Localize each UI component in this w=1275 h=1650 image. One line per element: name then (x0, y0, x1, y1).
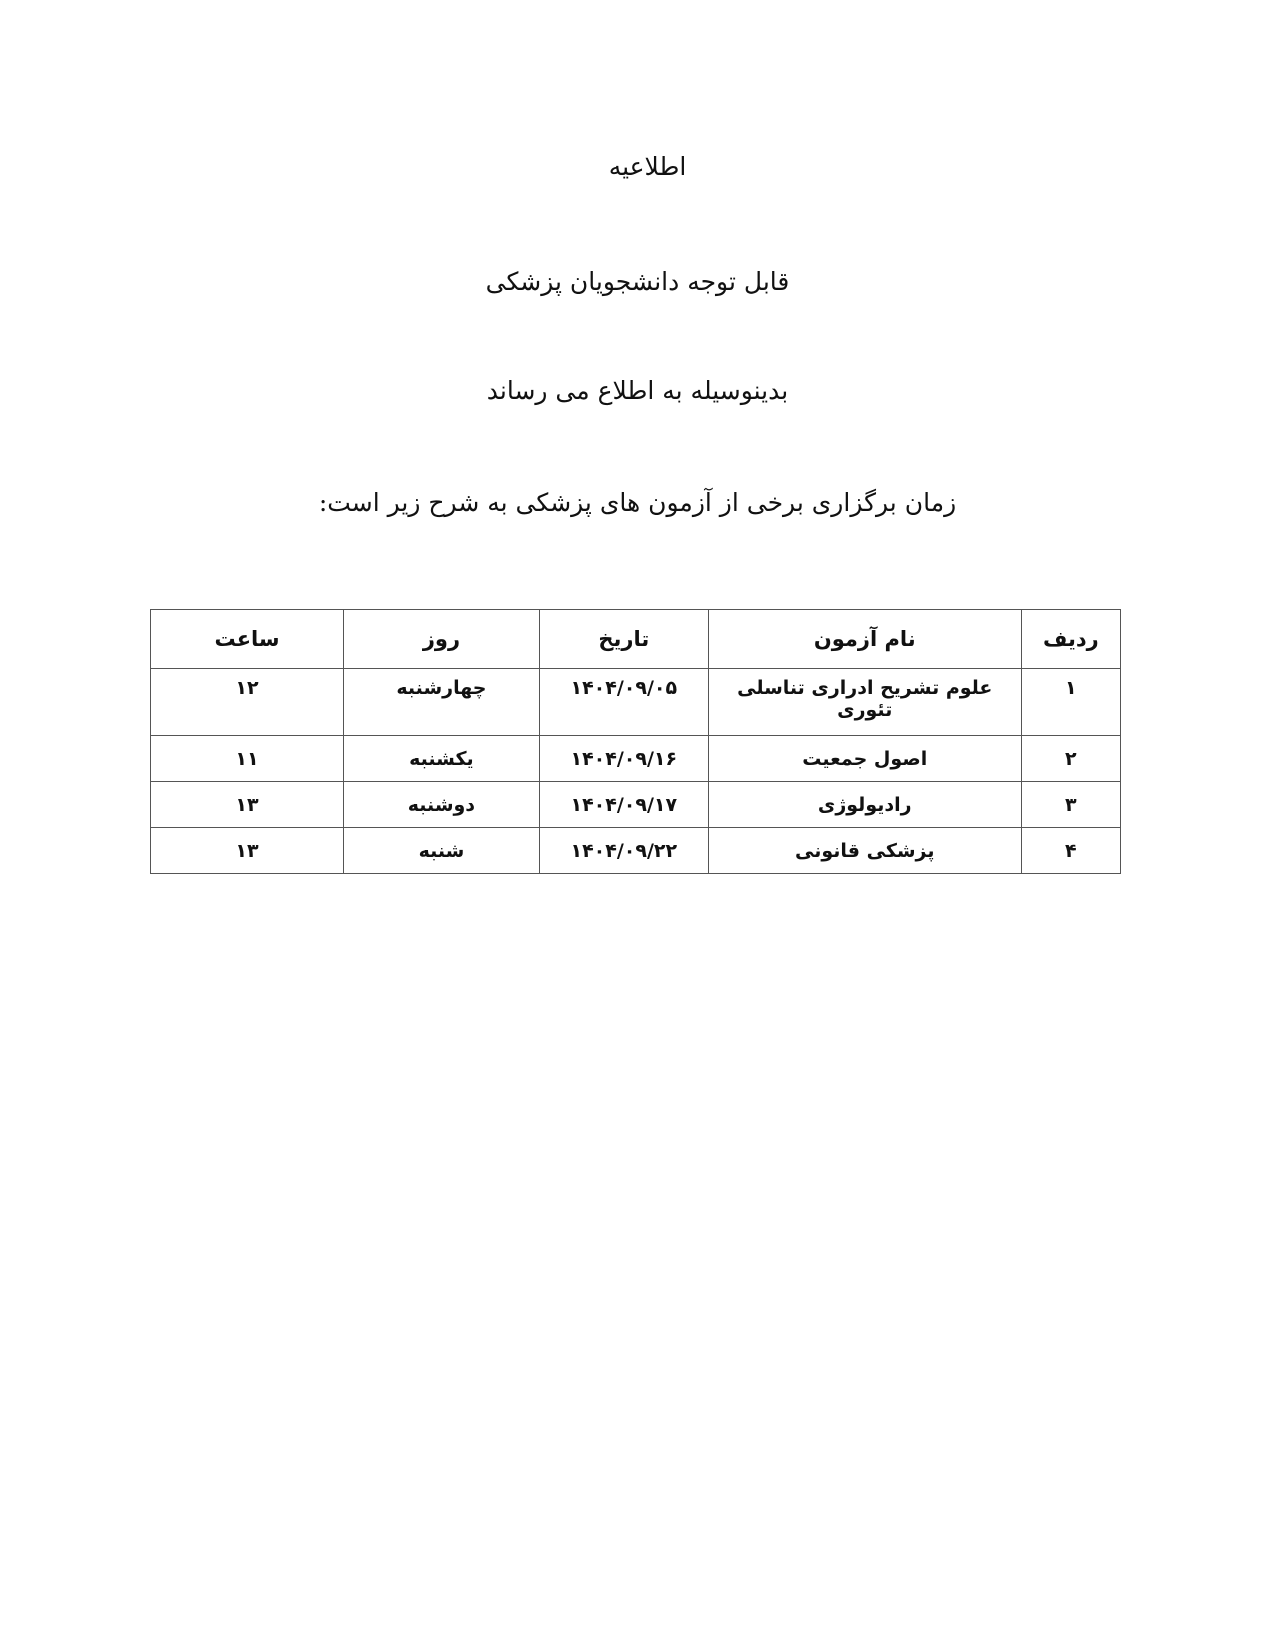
table-row (151, 736, 1121, 782)
cell-row-number: ۳ (1021, 782, 1120, 828)
table-row (151, 669, 1121, 736)
cell-date: ۱۴۰۴/۰۹/۰۵ (539, 669, 708, 736)
cell-row-number: ۱ (1021, 669, 1120, 736)
cell-exam-name: پزشکی قانونی (708, 828, 1021, 874)
cell-exam-name: رادیولوژی (708, 782, 1021, 828)
cell-date: ۱۴۰۴/۰۹/۱۷ (539, 782, 708, 828)
cell-exam-name: علوم تشریح ادراری تناسلی تئوری (708, 669, 1021, 736)
intro-line: بدینوسیله به اطلاع می رساند (486, 376, 789, 405)
header-date: تاریخ (539, 610, 708, 669)
exam-schedule-table (150, 609, 1121, 874)
cell-day: یکشنبه (344, 736, 540, 782)
cell-hour: ۱۳ (151, 782, 344, 828)
cell-hour: ۱۳ (151, 828, 344, 874)
header-exam-name: نام آزمون (708, 610, 1021, 669)
schedule-intro-line: زمان برگزاری برخی از آزمون های پزشکی به شرح زیر است: (318, 488, 957, 517)
header-day: روز (344, 610, 540, 669)
cell-row-number: ۴ (1021, 828, 1120, 874)
table-row (151, 782, 1121, 828)
table-row (151, 828, 1121, 874)
cell-date: ۱۴۰۴/۰۹/۱۶ (539, 736, 708, 782)
cell-day: دوشنبه (344, 782, 540, 828)
table-header-row (151, 610, 1121, 669)
audience-line: قابل توجه دانشجویان پزشکی (485, 267, 790, 296)
notice-title: اطلاعیه (608, 152, 687, 181)
cell-hour: ۱۲ (151, 669, 344, 736)
cell-exam-name: اصول جمعیت (708, 736, 1021, 782)
cell-date: ۱۴۰۴/۰۹/۲۲ (539, 828, 708, 874)
cell-day: چهارشنبه (344, 669, 540, 736)
header-hour: ساعت (151, 610, 344, 669)
header-row-number: ردیف (1021, 610, 1120, 669)
cell-day: شنبه (344, 828, 540, 874)
cell-row-number: ۲ (1021, 736, 1120, 782)
cell-hour: ۱۱ (151, 736, 344, 782)
